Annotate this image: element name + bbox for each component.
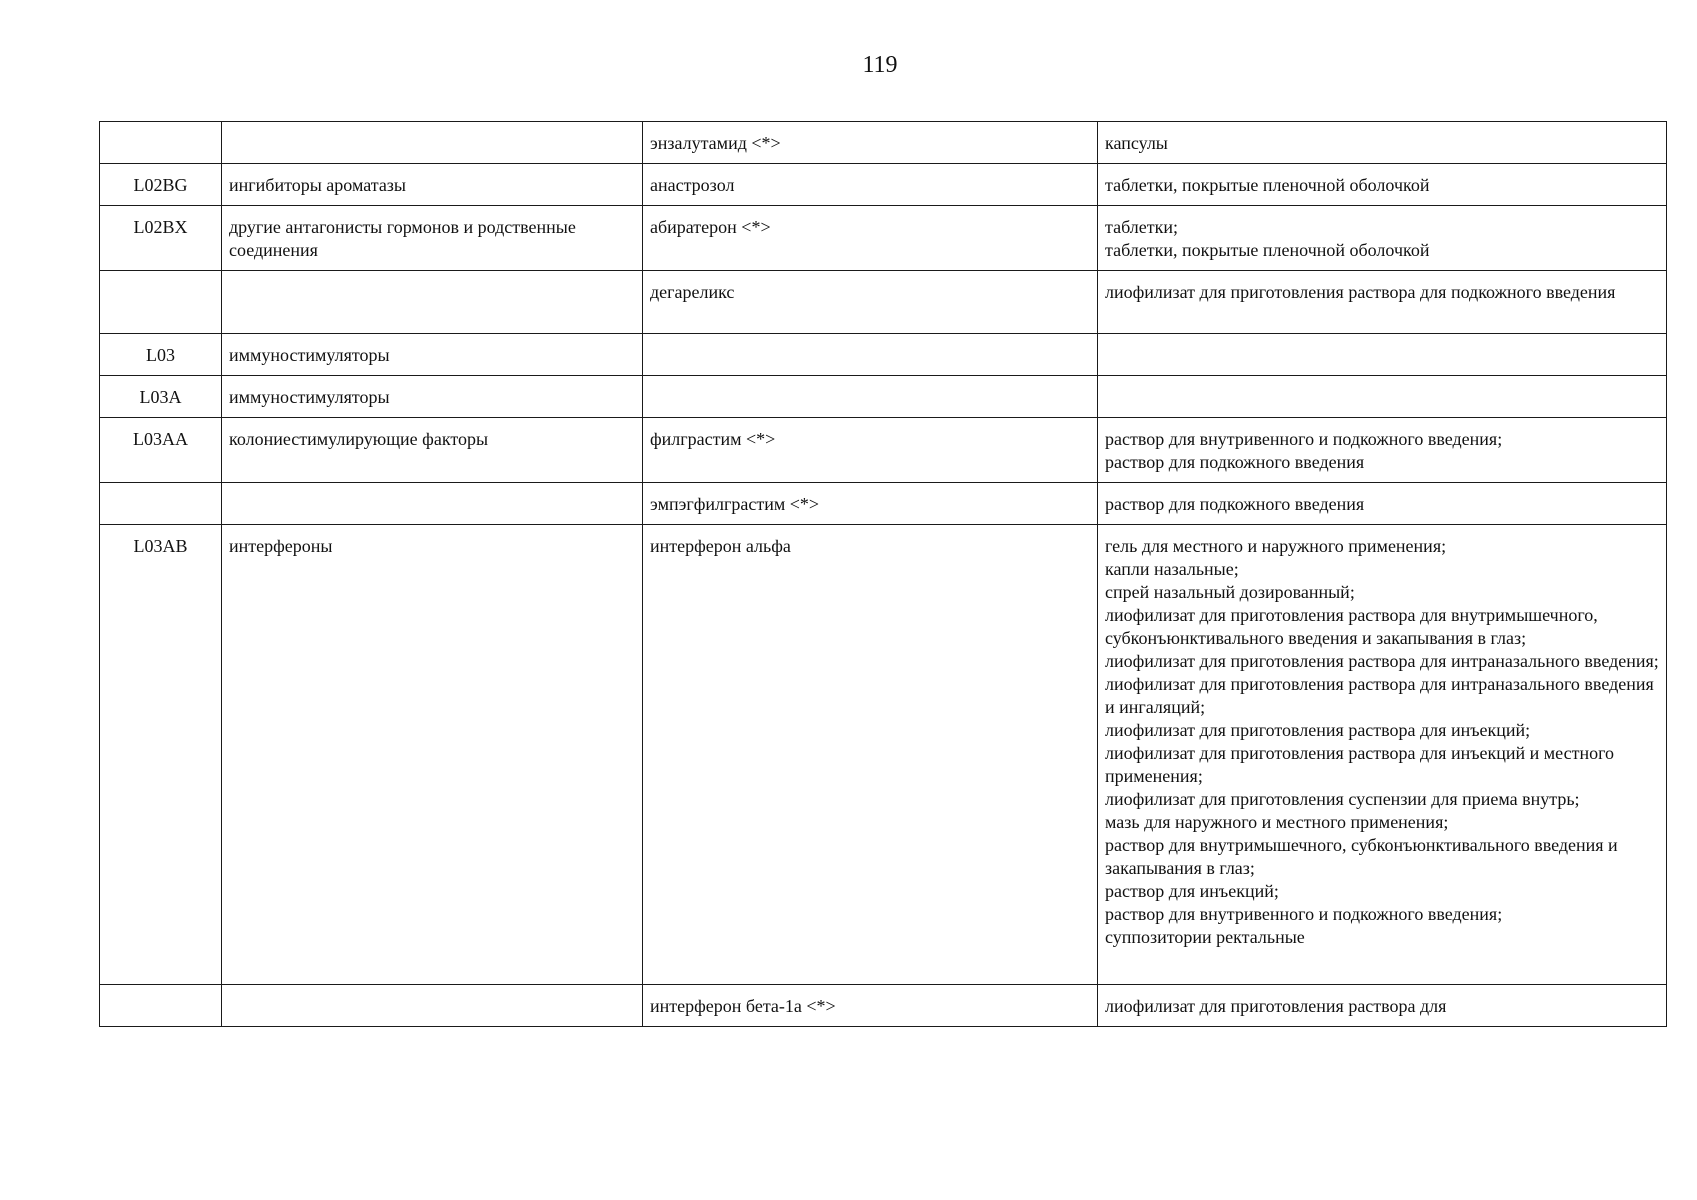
drug-name-cell: интерферон бета-1a <*> [643, 985, 1098, 1027]
dosage-form-line: лиофилизат для приготовления раствора для инъекций и местного применения; [1105, 743, 1615, 786]
dosage-form-line: таблетки; [1105, 217, 1179, 237]
drug-name-cell [643, 376, 1098, 418]
dosage-forms-cell [1098, 985, 1667, 1027]
dosage-form-line: раствор для внутримышечного, субконъюнктивального введения и закапывания в глаз; [1105, 835, 1618, 878]
pharmacological-group-cell [222, 271, 643, 334]
dosage-form-line: капли назальные; [1105, 559, 1239, 579]
dosage-forms-cell [1098, 206, 1667, 271]
drug-name-cell: филграстим <*> [643, 418, 1098, 483]
drug-name-cell: эмпэгфилграстим <*> [643, 483, 1098, 525]
table-row [100, 271, 1667, 334]
dosage-form-line: лиофилизат для приготовления раствора для интраназального введения и ингаляций; [1105, 674, 1654, 717]
atc-code-cell [100, 985, 222, 1027]
dosage-form-line: раствор для внутривенного и подкожного введения; [1105, 904, 1503, 924]
dosage-form-line: таблетки, покрытые пленочной оболочкой [1105, 240, 1430, 260]
dosage-forms-cell [1098, 334, 1667, 376]
table-row [100, 483, 1667, 525]
pharmacological-group-cell: другие антагонисты гормонов и родственные соединения [222, 206, 643, 271]
drug-table [99, 121, 1667, 1027]
drug-name-cell [643, 334, 1098, 376]
atc-code-cell: L03 [100, 334, 222, 376]
atc-code-cell [100, 122, 222, 164]
table-row [100, 418, 1667, 483]
pharmacological-group-cell: колониестимулирующие факторы [222, 418, 643, 483]
pharmacological-group-cell [222, 122, 643, 164]
drug-name-cell: энзалутамид <*> [643, 122, 1098, 164]
table-row [100, 164, 1667, 206]
table-row [100, 122, 1667, 164]
atc-code-cell: L02BG [100, 164, 222, 206]
table-body [100, 122, 1667, 1027]
dosage-form-line: лиофилизат для приготовления раствора для подкожного введения [1105, 282, 1616, 302]
dosage-form-line: лиофилизат для приготовления раствора для [1105, 996, 1447, 1016]
table-row [100, 376, 1667, 418]
dosage-form-line: лиофилизат для приготовления раствора для инъекций; [1105, 720, 1531, 740]
dosage-form-line: раствор для инъекций; [1105, 881, 1279, 901]
atc-code-cell [100, 271, 222, 334]
dosage-forms-cell [1098, 122, 1667, 164]
dosage-forms-cell [1098, 271, 1667, 334]
table-row [100, 525, 1667, 985]
pharmacological-group-cell: ингибиторы ароматазы [222, 164, 643, 206]
drug-name-cell: дегареликс [643, 271, 1098, 334]
atc-code-cell [100, 483, 222, 525]
dosage-form-line: лиофилизат для приготовления суспензии для приема внутрь; [1105, 789, 1580, 809]
pharmacological-group-cell [222, 985, 643, 1027]
table-row [100, 334, 1667, 376]
dosage-form-line: капсулы [1105, 133, 1168, 153]
pharmacological-group-cell: иммуностимуляторы [222, 334, 643, 376]
dosage-forms-cell [1098, 418, 1667, 483]
dosage-forms-cell [1098, 525, 1667, 985]
drug-name-cell: анастрозол [643, 164, 1098, 206]
drug-name-cell: интерферон альфа [643, 525, 1098, 985]
dosage-form-line: раствор для подкожного введения [1105, 452, 1365, 472]
pharmacological-group-cell: иммуностимуляторы [222, 376, 643, 418]
table-row [100, 206, 1667, 271]
dosage-form-line: лиофилизат для приготовления раствора для интраназального введения; [1105, 651, 1659, 671]
dosage-form-line: таблетки, покрытые пленочной оболочкой [1105, 175, 1430, 195]
dosage-forms-cell [1098, 483, 1667, 525]
pharmacological-group-cell: интерфероны [222, 525, 643, 985]
atc-code-cell: L02BX [100, 206, 222, 271]
atc-code-cell: L03AA [100, 418, 222, 483]
pharmacological-group-cell [222, 483, 643, 525]
atc-code-cell: L03A [100, 376, 222, 418]
table-row [100, 985, 1667, 1027]
dosage-form-line: мазь для наружного и местного применения; [1105, 812, 1449, 832]
dosage-form-line: раствор для подкожного введения [1105, 494, 1365, 514]
dosage-form-line: раствор для внутривенного и подкожного введения; [1105, 429, 1503, 449]
dosage-forms-cell [1098, 164, 1667, 206]
drug-name-cell: абиратерон <*> [643, 206, 1098, 271]
dosage-form-line: спрей назальный дозированный; [1105, 582, 1355, 602]
dosage-form-line: лиофилизат для приготовления раствора для внутримышечного, субконъюнктивального введения и закапывания в глаз; [1105, 605, 1598, 648]
dosage-form-line: гель для местного и наружного применения; [1105, 536, 1447, 556]
dosage-forms-cell [1098, 376, 1667, 418]
page-number: 119 [862, 52, 898, 78]
atc-code-cell: L03AB [100, 525, 222, 985]
dosage-form-line: суппозитории ректальные [1105, 927, 1305, 947]
